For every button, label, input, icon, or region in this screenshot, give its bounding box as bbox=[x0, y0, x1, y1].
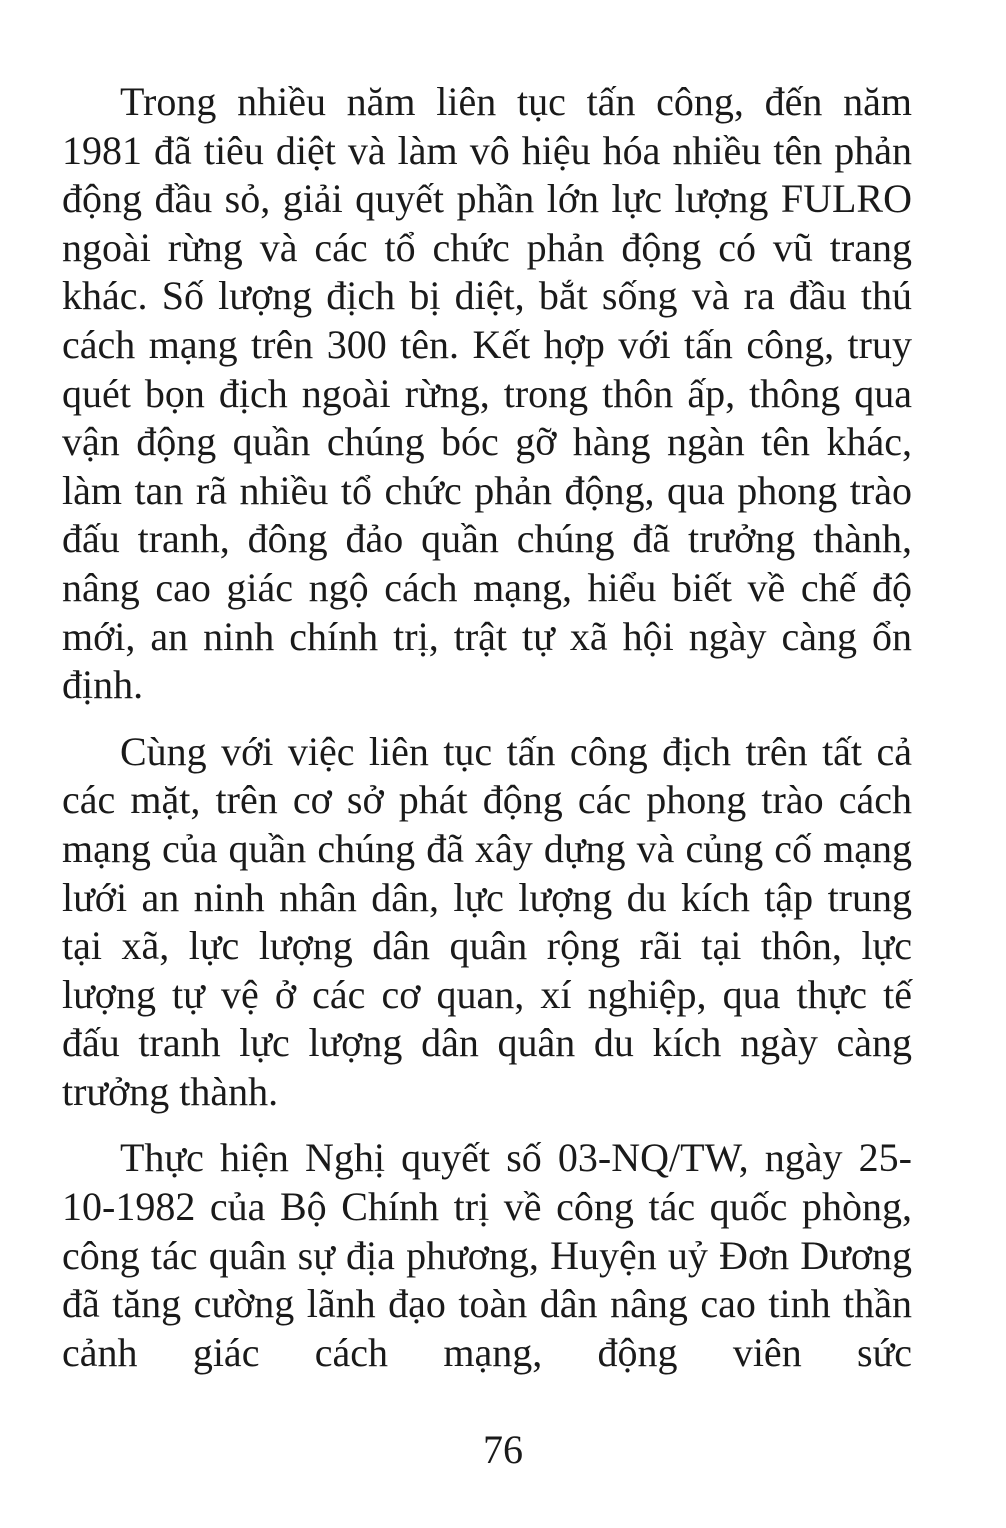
page-number: 76 bbox=[483, 1427, 523, 1472]
page-body bbox=[62, 78, 912, 1395]
paragraph-1: Trong nhiều năm liên tục tấn công, đến năm 1981 đã tiêu diệt và làm vô hiệu hóa nhiều tên phản động đầu sỏ, giải quyết phần lớn lực lượng FULRO ngoài rừng và các tổ chức phản động có vũ trang khác. Số lượng địch bị diệt, bắt sống và ra đầu thú cách mạng trên 300 tên. Kết hợp với tấn công, truy quét bọn địch ngoài rừng, trong thôn ấp, thông qua vận động quần chúng bóc gỡ hàng ngàn tên khác, làm tan rã nhiều tổ chức phản động, qua phong trào đấu tranh, đông đảo quần chúng đã trưởng thành, nâng cao giác ngộ cách mạng, hiểu biết về chế độ mới, an ninh chính trị, trật tự xã hội ngày càng ổn định. bbox=[62, 79, 912, 708]
paragraph-2: Cùng với việc liên tục tấn công địch trên tất cả các mặt, trên cơ sở phát động các phong trào cách mạng của quần chúng đã xây dựng và củng cố mạng lưới an ninh nhân dân, lực lượng du kích tập trung tại xã, lực lượng dân quân rộng rãi tại thôn, lực lượng tự vệ ở các cơ quan, xí nghiệp, qua thực tế đấu tranh lực lượng dân quân du kích ngày càng trưởng thành. bbox=[62, 728, 912, 1114]
paragraph-3: Thực hiện Nghị quyết số 03-NQ/TW, ngày 25-10-1982 của Bộ Chính trị về công tác quốc phòng, công tác quân sự địa phương, Huyện uỷ Đơn Dương đã tăng cường lãnh đạo toàn dân nâng cao tinh thần cảnh giác cách mạng, động viên sức bbox=[62, 1135, 912, 1375]
